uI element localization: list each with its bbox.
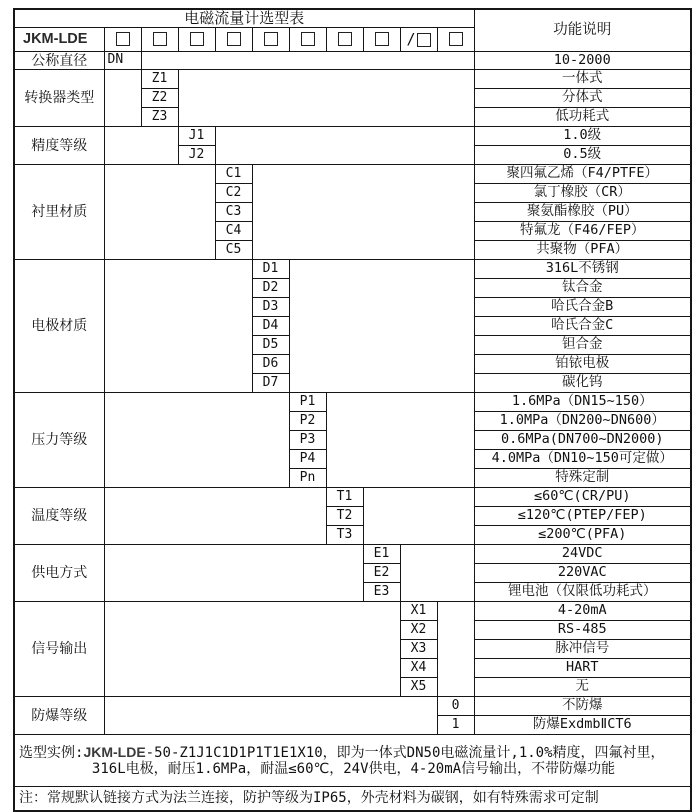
category-label: 防爆等级 [14, 697, 104, 735]
example-line-1 [19, 744, 688, 761]
description-cell: 碳化钨 [474, 374, 691, 393]
category-label: 精度等级 [14, 127, 104, 165]
checkbox-icon [153, 32, 167, 46]
checkbox-icon [264, 32, 278, 46]
empty-cell [437, 602, 474, 697]
empty-cell [104, 545, 363, 602]
description-cell: 钛合金 [474, 279, 691, 298]
code-cell: X1 [400, 602, 437, 621]
checkbox-icon [338, 32, 352, 46]
description-cell: 10-2000 [474, 52, 691, 70]
category-label: 转换器类型 [14, 70, 104, 127]
empty-cell [104, 260, 252, 393]
description-cell: 聚氨酯橡胶（PU） [474, 203, 691, 222]
description-cell: 分体式 [474, 89, 691, 108]
description-cell: RS-485 [474, 621, 691, 640]
code-cell: D2 [252, 279, 289, 298]
checkbox-cell [141, 28, 178, 52]
description-cell: 氯丁橡胶（CR） [474, 184, 691, 203]
checkbox-cell [178, 28, 215, 52]
category-label: 信号输出 [14, 602, 104, 697]
code-cell: P3 [289, 431, 326, 450]
code-cell: T3 [326, 526, 363, 545]
description-cell: 1.0级 [474, 127, 691, 146]
description-cell: 4-20mA [474, 602, 691, 621]
note-text: 注：常规默认链接方式为法兰连接，防护等级为IP65，外壳材料为碳钢，如有特殊需求可定制 [14, 787, 691, 811]
checkbox-icon [190, 32, 204, 46]
description-cell: 钽合金 [474, 336, 691, 355]
code-cell: D1 [252, 260, 289, 279]
checkbox-cell [363, 28, 400, 52]
selection-example [14, 735, 691, 787]
checkbox-cell-slash [400, 28, 437, 52]
empty-cell [289, 260, 474, 393]
description-cell: 特殊定制 [474, 469, 691, 488]
category-label: 公称直径 [14, 52, 104, 70]
example-model-name: JKM-LDE [83, 744, 146, 761]
code-cell: D6 [252, 355, 289, 374]
code-cell: D4 [252, 317, 289, 336]
description-cell: 220VAC [474, 564, 691, 583]
checkbox-cell [104, 28, 141, 52]
table-title: 电磁流量计选型表 [14, 9, 474, 28]
description-cell: ≤60℃(CR/PU) [474, 488, 691, 507]
description-cell: 0.5级 [474, 146, 691, 165]
code-cell: P2 [289, 412, 326, 431]
description-cell: HART [474, 659, 691, 678]
empty-cell [104, 70, 141, 127]
description-cell: 低功耗式 [474, 108, 691, 127]
code-cell: C2 [215, 184, 252, 203]
checkbox-icon [449, 32, 463, 46]
category-label: 供电方式 [14, 545, 104, 602]
code-cell: DN [104, 52, 141, 70]
code-cell: X2 [400, 621, 437, 640]
checkbox-cell [252, 28, 289, 52]
code-cell: P1 [289, 393, 326, 412]
empty-cell [104, 697, 437, 735]
code-cell: T1 [326, 488, 363, 507]
checkbox-cell [289, 28, 326, 52]
empty-cell [252, 165, 474, 260]
description-cell: 哈氏合金B [474, 298, 691, 317]
description-cell: 一体式 [474, 70, 691, 89]
empty-cell [104, 127, 178, 165]
description-cell: 共聚物（PFA） [474, 241, 691, 260]
description-cell: ≤200℃(PFA) [474, 526, 691, 545]
checkbox-icon [417, 33, 431, 47]
category-label: 电极材质 [14, 260, 104, 393]
model-prefix-label: JKM-LDE [14, 28, 104, 52]
description-cell: 脉冲信号 [474, 640, 691, 659]
description-cell: 无 [474, 678, 691, 697]
selection-table [13, 8, 692, 812]
description-cell: 0.6MPa(DN700~DN2000) [474, 431, 691, 450]
checkbox-icon [116, 32, 130, 46]
code-cell: J2 [178, 146, 215, 165]
code-cell: X4 [400, 659, 437, 678]
checkbox-icon [227, 32, 241, 46]
code-cell: X3 [400, 640, 437, 659]
empty-cell [104, 488, 326, 545]
description-cell: 铂铱电极 [474, 355, 691, 374]
description-cell: 不防爆 [474, 697, 691, 716]
category-label: 压力等级 [14, 393, 104, 488]
code-cell: J1 [178, 127, 215, 146]
example-line-2: 316L电极，耐压1.6MPa，耐温≤60℃，24V供电，4-20mA信号输出，不带防爆功能 [91, 761, 616, 778]
function-header: 功能说明 [474, 9, 691, 52]
checkbox-cell [326, 28, 363, 52]
code-cell: C5 [215, 241, 252, 260]
code-cell: D3 [252, 298, 289, 317]
code-cell: E1 [363, 545, 400, 564]
empty-cell [104, 165, 215, 260]
code-cell: X5 [400, 678, 437, 697]
empty-cell [326, 393, 474, 488]
description-cell: 24VDC [474, 545, 691, 564]
description-cell: 1.6MPa（DN15~150） [474, 393, 691, 412]
checkbox-icon [301, 32, 315, 46]
code-cell: 1 [437, 716, 474, 735]
code-cell: C3 [215, 203, 252, 222]
code-cell: Z1 [141, 70, 178, 89]
description-cell: 316L不锈钢 [474, 260, 691, 279]
empty-cell [141, 52, 474, 70]
description-cell: 4.0MPa（DN10~150可定做） [474, 450, 691, 469]
code-cell: D5 [252, 336, 289, 355]
example-code-text: -50-Z1J1C1D1P1T1E1X10，即为一体式DN50电磁流量计,1.0%精度，四氟衬里， [145, 745, 665, 762]
description-cell: 特氟龙（F46/FEP） [474, 222, 691, 241]
code-cell: T2 [326, 507, 363, 526]
empty-cell [400, 545, 474, 602]
category-label: 温度等级 [14, 488, 104, 545]
code-cell: C4 [215, 222, 252, 241]
description-cell: 1.0MPa（DN200~DN600） [474, 412, 691, 431]
description-cell: 锂电池（仅限低功耗式） [474, 583, 691, 602]
empty-cell [104, 602, 400, 697]
example-prefix: 选型实例: [19, 745, 84, 762]
empty-cell [363, 488, 474, 545]
checkbox-cell [215, 28, 252, 52]
code-cell: Z3 [141, 108, 178, 127]
empty-cell [215, 127, 474, 165]
category-label: 衬里材质 [14, 165, 104, 260]
code-cell: Pn [289, 469, 326, 488]
code-cell: C1 [215, 165, 252, 184]
description-cell: 聚四氟乙烯（F4/PTFE） [474, 165, 691, 184]
code-cell: P4 [289, 450, 326, 469]
slash-separator: / [406, 30, 416, 49]
description-cell: ≤120℃(PTEP/FEP) [474, 507, 691, 526]
empty-cell [178, 70, 474, 127]
checkbox-cell [437, 28, 474, 52]
description-cell: 哈氏合金C [474, 317, 691, 336]
code-cell: Z2 [141, 89, 178, 108]
checkbox-icon [375, 32, 389, 46]
empty-cell [104, 393, 289, 488]
code-cell: D7 [252, 374, 289, 393]
code-cell: E3 [363, 583, 400, 602]
description-cell: 防爆ExdmbⅡCT6 [474, 716, 691, 735]
code-cell: 0 [437, 697, 474, 716]
code-cell: E2 [363, 564, 400, 583]
